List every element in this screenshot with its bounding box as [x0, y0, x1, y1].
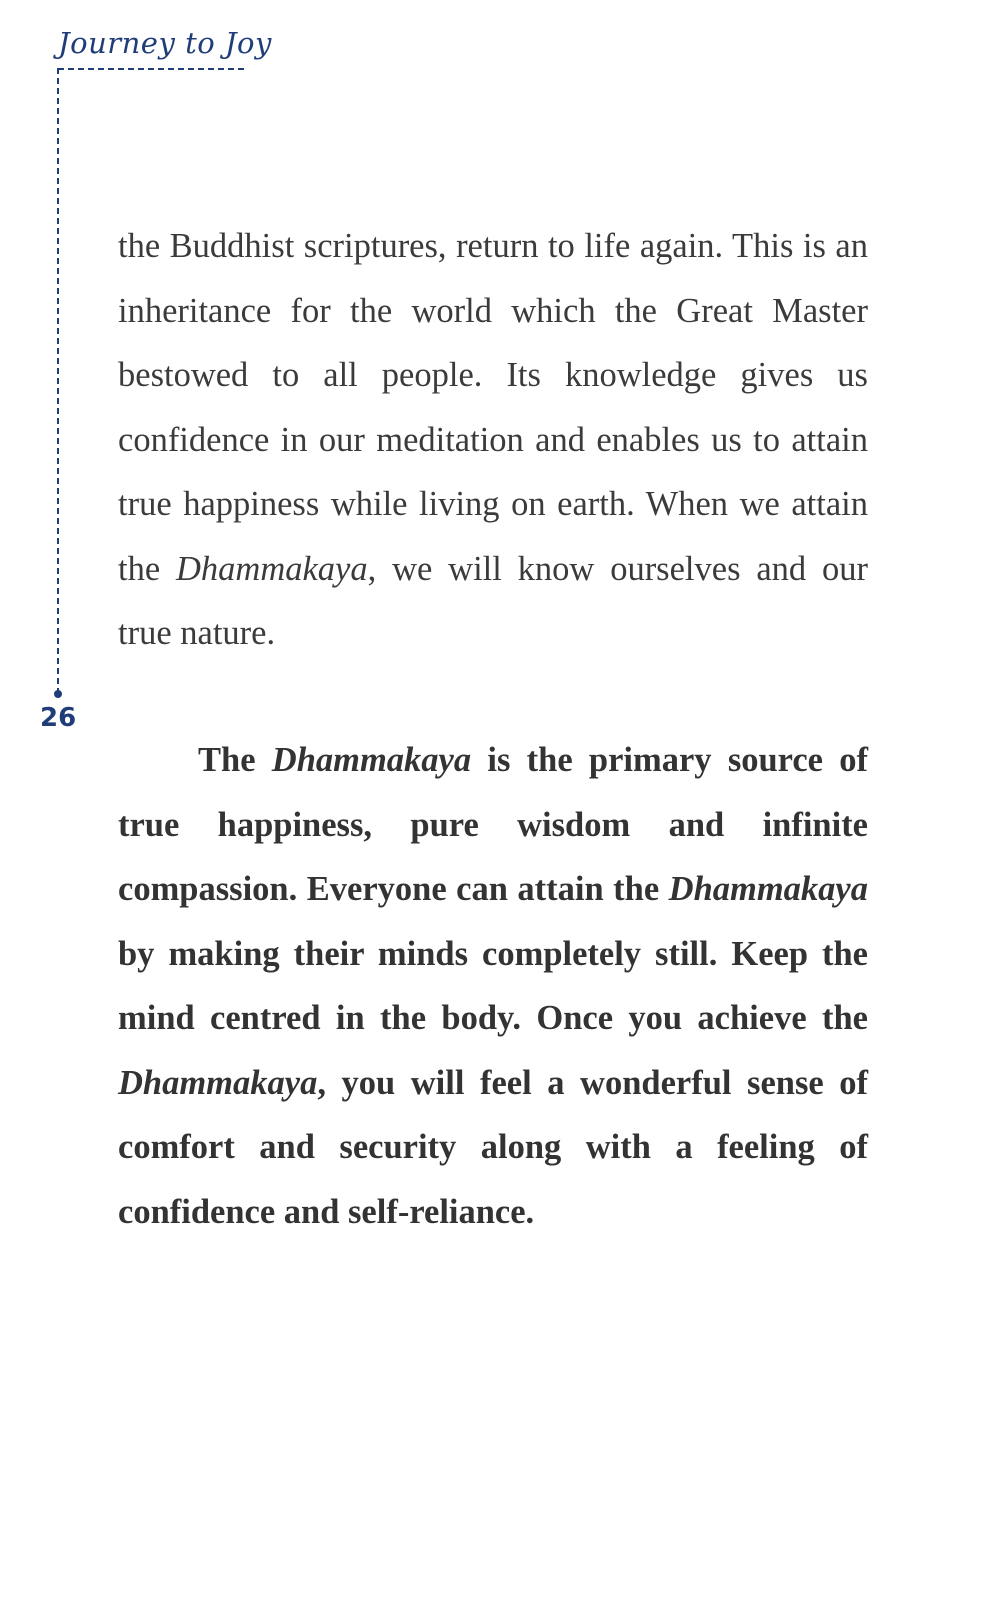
margin-dashed-rule: [57, 68, 59, 694]
paragraph-2-term-a: Dhammakaya: [271, 741, 472, 779]
paragraph-2-text-a: The: [198, 741, 272, 779]
paragraph-2-text-b: is the primary source of true happiness, pure wisdom and infinite compassion. Everyone can attain the: [118, 741, 868, 908]
rule-end-dot: [54, 690, 62, 698]
running-title: Journey to Joy: [58, 26, 272, 60]
paragraph-2-text-c: by making their minds completely still. Keep the mind centred in the body. Once you achieve the: [118, 934, 868, 1037]
paragraph-2-text-d: , you will feel a wonderful sense of comfort and security along with a feeling of confidence and self-reliance.: [118, 1063, 868, 1231]
page-number: 26: [40, 703, 77, 733]
body-paragraph-2: [118, 728, 868, 1244]
paragraph-1-text-a: the Buddhist scriptures, return to life again. This is an inheritance for the world which the Great Master bestowed to all people. Its knowledge gives us confidence in our meditation and enables us to attain true happiness while living on earth. When we attain the: [118, 227, 868, 588]
header-dashed-rule: [58, 68, 244, 70]
paragraph-2-term-c: Dhammakaya: [118, 1063, 318, 1102]
paragraph-1-term: Dhammakaya: [176, 549, 368, 588]
paragraph-1-text-b: , we will know ourselves and our true nature.: [118, 549, 868, 652]
paragraph-2-term-b: Dhammakaya: [668, 870, 868, 908]
body-paragraph-1: [118, 214, 868, 666]
